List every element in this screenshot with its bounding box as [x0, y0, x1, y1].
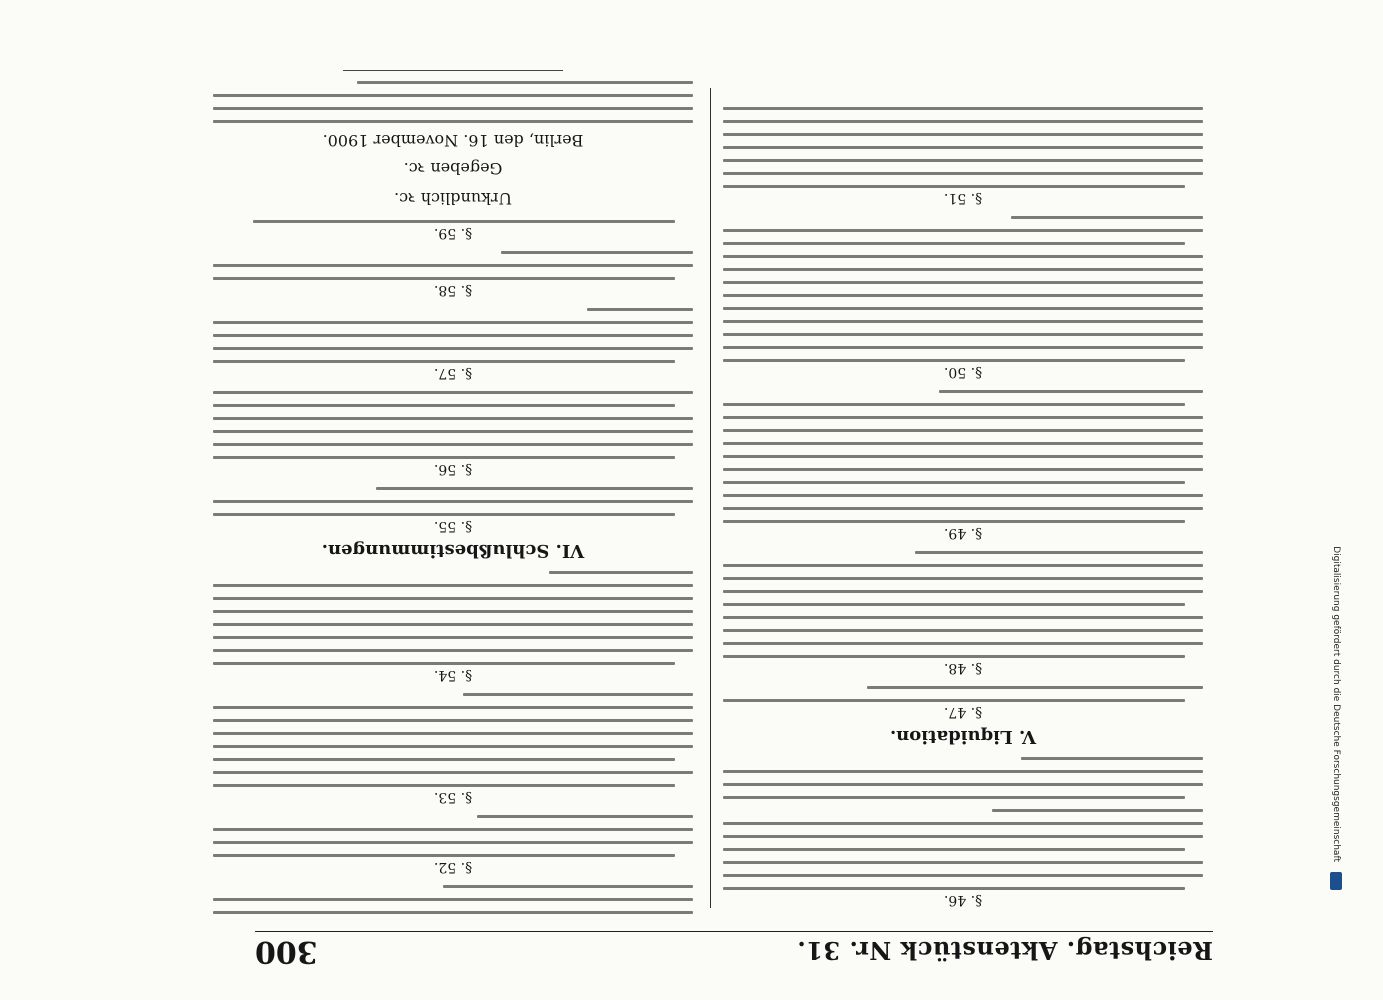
right-column — [213, 70, 693, 914]
section-number: §. 51. — [943, 190, 983, 206]
section-title-final-provisions: VI. Schlußbestimmungen. — [321, 540, 585, 561]
paragraph-57 — [213, 308, 693, 363]
paragraph-58 — [213, 251, 693, 280]
section-number: §. 49. — [943, 525, 983, 541]
left-column — [723, 70, 1203, 914]
section-number: §. 59. — [433, 225, 473, 241]
section-number: §. 58. — [433, 282, 473, 298]
section-number: §. 56. — [433, 461, 473, 477]
section-number: §. 55. — [433, 518, 473, 534]
paragraph-55 — [213, 487, 693, 516]
section-number: §. 46. — [943, 892, 983, 908]
section-number: §. 52. — [433, 859, 473, 875]
paragraph-46 — [723, 757, 1203, 890]
paragraph-50 — [723, 216, 1203, 362]
section-number: §. 57. — [433, 365, 473, 381]
section-number: §. 50. — [943, 364, 983, 380]
paragraph-54 — [213, 571, 693, 665]
section-number: §. 48. — [943, 660, 983, 676]
paragraph-51-continued — [213, 885, 693, 914]
page-header — [255, 931, 1213, 972]
paragraph-53 — [213, 693, 693, 787]
paragraph-56 — [213, 391, 693, 459]
closing-formula: Gegeben ꝛc. — [403, 159, 503, 178]
paragraph-59 — [213, 220, 693, 223]
paragraph-47 — [723, 686, 1203, 702]
section-number: §. 54. — [433, 667, 473, 683]
signatures — [213, 81, 693, 123]
paragraph-52 — [213, 815, 693, 857]
column-divider — [710, 88, 711, 908]
paragraph-48 — [723, 551, 1203, 658]
dfg-credit — [1329, 90, 1343, 890]
closing-formula: Urkundlich ꝛc. — [394, 189, 512, 208]
section-title-liquidation: V. Liquidation. — [889, 726, 1037, 747]
page-number: 300 — [255, 934, 318, 969]
paragraph-49 — [723, 390, 1203, 523]
dfg-logo-icon — [1330, 872, 1342, 890]
section-number: §. 47. — [943, 704, 983, 720]
dfg-credit-text: Digitalisierung gefördert durch die Deutsche Forschungsgemeinschaft — [1331, 546, 1341, 862]
date-line: Berlin, den 16. November 1900. — [322, 131, 584, 150]
paragraph-51 — [723, 107, 1203, 188]
closing-rule — [343, 70, 564, 71]
running-title: Reichstag. Aktenstück Nr. 31. — [796, 936, 1213, 965]
section-number: §. 53. — [433, 789, 473, 805]
